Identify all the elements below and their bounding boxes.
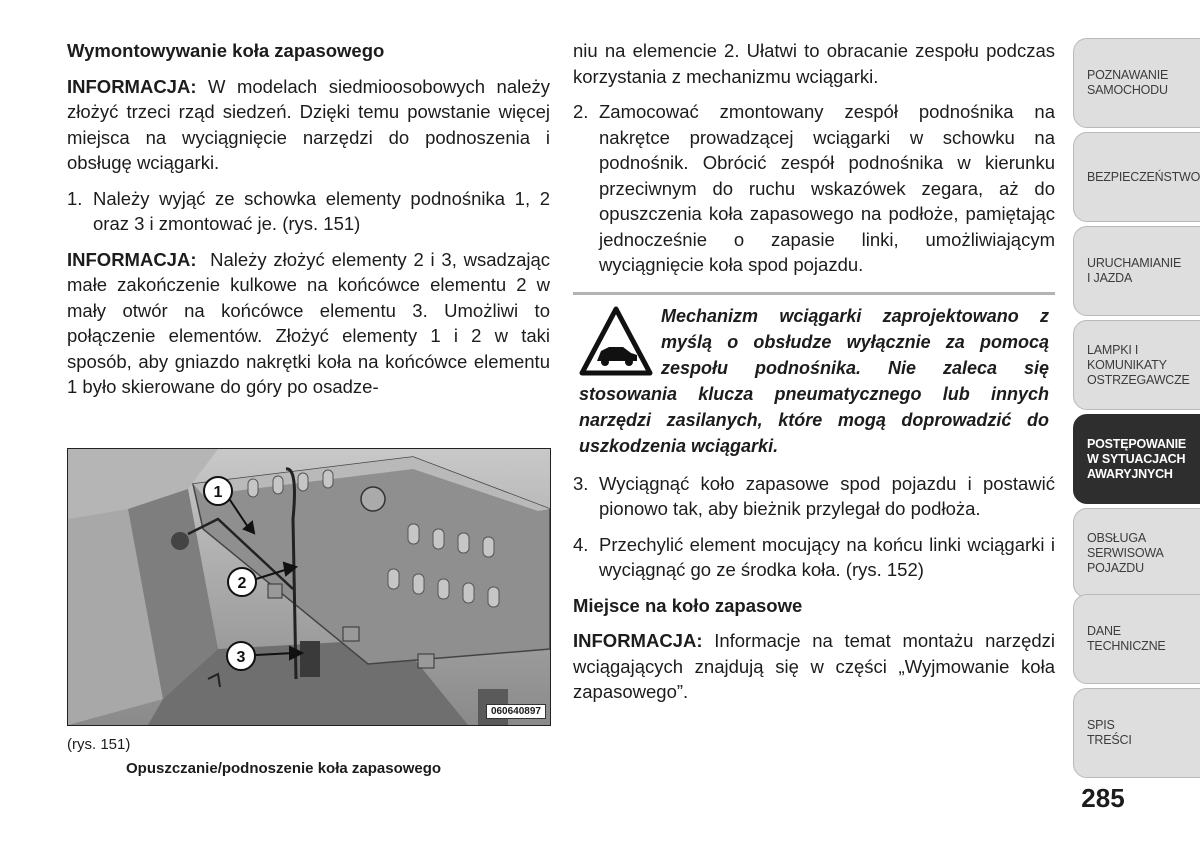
warning-box (573, 292, 1055, 459)
step-text: Zamocować zmontowany zespół podnośnika na nakrętce prowadzącej wciągarki w schowku na podnośnik. Obrócić zespół podnośnika w kierunku przeciwnym do ruchu wskazówek zegara, aż do opuszczenia koła zapasowego na podłoże, pamiętając jednocześnie o zapasie linki, umożliwiającym wyciągnięcie koła spod pojazdu. (599, 101, 1055, 275)
tab-label-line: DANE (1087, 624, 1121, 638)
warning-triangle-icon (579, 305, 653, 377)
tab-label-line: LAMPKI I (1087, 342, 1139, 357)
tab-label-line: KOMUNIKATY (1087, 357, 1167, 372)
warning-text: Mechanizm wciągarki zaprojektowano z myślą o obsłudze wyłącznie za pomocą zespołu podnośnika. Nie zaleca się stosowania klucza pneumatycznego lub innych narzędzi zasilanych, które mogą doprowadzić do uszkodzenia wciągarki. (579, 305, 1049, 456)
page-number: 285 (1081, 783, 1125, 813)
tab-poznawanie-samochodu[interactable] (1073, 38, 1200, 128)
info-label: INFORMACJA: (67, 75, 197, 97)
info-text: Należy złożyć elementy 2 i 3, wsadzając małe zakończenie kulkowe na końcówce elementu 2 w mały otwór na końcówce elementu 3. Umożliwi to połączenie elementów. Złożyć elementy 1 i 2 w taki sposób, aby gniazdo nakrętki koła na końcówce elementu 1 było skierowane do góry po osadze- (67, 248, 551, 397)
step-text: Wyciągnąć koło zapasowe spod pojazdu i postawić pionowo tak, aby bieżnik przylegał do podłoża. (599, 472, 1055, 519)
callout-label-3: 3 (236, 649, 246, 666)
info-label: INFORMACJA: (67, 248, 197, 270)
step-1 (67, 186, 550, 237)
tab-label-line: POJAZDU (1087, 560, 1144, 575)
left-column (67, 38, 550, 410)
callout-label-1: 1 (213, 484, 223, 501)
continued-paragraph: niu na elemencie 2. Ułatwi to obracanie zespołu podczas korzystania z mechanizmu wciągarki. (573, 40, 1055, 87)
callout-label-2: 2 (237, 575, 247, 592)
figure-trunk-jack (67, 448, 551, 726)
step-text: Przechylić element mocujący na końcu linki wciągarki i wyciągnąć go ze środka koła. (rys. 152) (599, 533, 1055, 580)
tab-lampki-i-komunikaty[interactable] (1073, 320, 1200, 410)
tab-label-line: URUCHAMIANIE (1087, 256, 1182, 270)
section-heading-2: Miejsce na koło zapasowe (573, 594, 803, 616)
step-text: Należy wyjąć ze schowka elementy podnośnika 1, 2 oraz 3 i zmontować je. (rys. 151) (93, 187, 550, 234)
info-label: INFORMACJA: (573, 630, 703, 651)
tab-spis-tresci[interactable] (1073, 688, 1200, 778)
tab-label-line: TECHNICZNE (1087, 639, 1166, 653)
tab-label-line: SAMOCHODU (1087, 83, 1168, 97)
right-column (573, 38, 1055, 715)
tab-label-line: SERWISOWA (1087, 545, 1164, 560)
step-number: 2. (573, 101, 589, 122)
tab-dane-techniczne[interactable] (1073, 594, 1200, 684)
step-4 (573, 532, 1055, 583)
step-number: 1. (67, 187, 83, 209)
tab-label-line: POZNAWANIE (1087, 68, 1169, 82)
figure-caption-number: (rys. 151) (67, 736, 131, 753)
info-text: W modelach siedmioosobowych należy złożyć trzeci rząd siedzeń. Dzięki temu powstanie więcej miejsca na wyciągnięcie narzędzi do podnoszenia i obsługę wciągarki. (67, 75, 551, 173)
tab-bezpieczenstwo[interactable] (1073, 132, 1200, 222)
tab-label-line: W SYTUACJACH (1087, 451, 1186, 466)
tab-obsluga-serwisowa-pojazdu[interactable] (1073, 508, 1200, 598)
step-number: 3. (573, 472, 589, 494)
step-2 (573, 99, 1055, 278)
step-3 (573, 471, 1055, 522)
info-paragraph-3 (573, 628, 1055, 705)
info-text: Informacje na temat montażu narzędzi wciągających znajdują się w części „Wyjmowanie koła zapasowego”. (573, 630, 1056, 702)
tab-label-line: TREŚCI (1087, 733, 1132, 747)
trunk-illustration (68, 449, 550, 725)
figure-image-id: 060640897 (486, 704, 546, 719)
section-heading: Wymontowywanie koła zapasowego (67, 40, 385, 61)
tab-label-line: AWARYJNYCH (1087, 466, 1173, 481)
tab-label-line: OBSŁUGA (1087, 530, 1147, 545)
tab-uruchamianie-i-jazda[interactable] (1073, 226, 1200, 316)
tab-label-line: I JAZDA (1087, 271, 1133, 285)
tab-postepowanie-w-sytuacjach-awaryjnych[interactable] (1073, 414, 1200, 504)
tab-label-line: BEZPIECZEŃSTWO (1087, 169, 1200, 184)
tab-label-line: OSTRZEGAWCZE (1087, 372, 1190, 387)
tab-label-line: POSTĘPOWANIE (1087, 436, 1187, 451)
step-number: 4. (573, 533, 589, 555)
figure-caption-title: Opuszczanie/podnoszenie koła zapasowego (126, 760, 442, 777)
tab-label-line: SPIS (1087, 718, 1115, 732)
info-paragraph-2 (67, 247, 550, 400)
info-paragraph-1 (67, 74, 550, 176)
